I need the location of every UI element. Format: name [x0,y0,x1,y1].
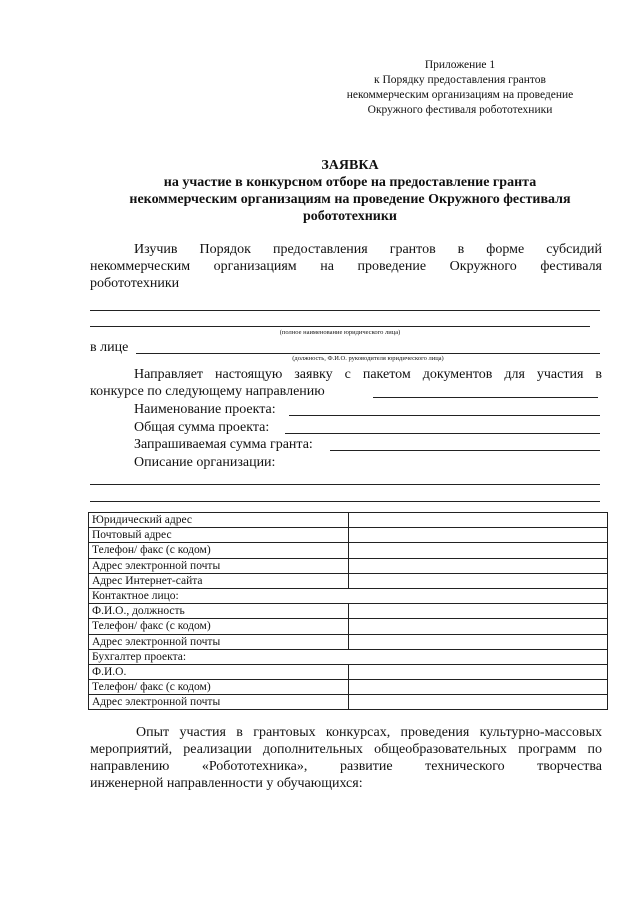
intro-line: робототехники [90,276,180,291]
appendix-line: Окружного фестиваля робототехники [367,104,553,116]
project-name-label: Наименование проекта: [134,402,276,417]
title-line: ЗАЯВКА [321,158,379,173]
table-row-label: Адрес электронной почты [89,634,349,649]
direction-line: Направляет настоящую заявку с пакетом документов для участия в [134,367,602,382]
org-description-label: Описание организации: [134,455,276,470]
experience-line: инженерной направленности у обучающихся: [90,776,363,791]
direction-paragraph [90,366,602,400]
table-row-value-cell[interactable] [349,543,608,558]
intro-line: некоммерческим организациям на проведение Окружного фестиваля [90,259,602,274]
table-row [89,604,608,619]
org-name-caption: (полное наименование юридического лица) [279,329,401,336]
experience-paragraph [90,724,602,792]
total-sum-label: Общая сумма проекта: [134,420,270,435]
experience-line: мероприятий, реализации дополнительных общеобразовательных программ по [90,742,602,757]
table-row-label: Почтовый адрес [89,528,349,543]
table-row-value-cell[interactable] [349,619,608,634]
table-row [89,558,608,573]
table-row [89,619,608,634]
table-row [89,528,608,543]
table-row-label: Контактное лицо: [89,588,608,603]
org-name-line-1[interactable] [90,310,600,311]
table-row [89,680,608,695]
table-row-value-cell[interactable] [349,558,608,573]
title-line: робототехники [302,209,397,224]
in-person-label: в лице [90,340,129,355]
table-row-label: Юридический адрес [89,513,349,528]
table-row-label: Телефон/ факс (с кодом) [89,619,349,634]
org-name-line-2[interactable] [90,326,590,327]
table-row-value-cell[interactable] [349,604,608,619]
org-description-line-1[interactable] [90,484,600,485]
in-person-field-line[interactable] [136,353,600,354]
table-row-value-cell[interactable] [349,695,608,710]
table-row-value-cell[interactable] [349,513,608,528]
table-row-value-cell[interactable] [349,664,608,679]
table-row-label: Телефон/ факс (с кодом) [89,543,349,558]
table-row-value-cell[interactable] [349,634,608,649]
table-row-label: Бухгалтер проекта: [89,649,608,664]
table-row-label: Адрес электронной почты [89,558,349,573]
direction-field-line[interactable] [373,397,598,398]
project-name-field-line[interactable] [289,415,600,416]
org-description-line-2[interactable] [90,501,600,502]
appendix-line: к Порядку предоставления грантов [374,74,546,86]
table-row [89,588,608,603]
position-caption: (должность, Ф.И.О. руководителя юридического лица) [292,355,444,362]
intro-paragraph [90,241,602,292]
appendix-line: некоммерческим организациям на проведение [346,89,574,101]
table-row [89,634,608,649]
table-row-value-cell[interactable] [349,573,608,588]
experience-line: направлению «Робототехника», развитие технического творчества [90,759,602,774]
table-row [89,695,608,710]
table-row-value-cell[interactable] [349,528,608,543]
grant-sum-field-line[interactable] [330,450,600,451]
table-row [89,513,608,528]
experience-line: Опыт участия в грантовых конкурсах, проведения культурно-массовых [136,725,602,740]
table-row [89,649,608,664]
direction-line: конкурсе по следующему направлению [90,384,325,399]
document-title [90,157,610,225]
title-line: на участие в конкурсном отборе на предоставление гранта [163,175,537,190]
table-row-label: Адрес электронной почты [89,695,349,710]
table-row [89,573,608,588]
appendix-header [320,58,600,118]
table-row-label: Телефон/ факс (с кодом) [89,680,349,695]
table-row-value-cell[interactable] [349,680,608,695]
table-row [89,543,608,558]
table-row-label: Адрес Интернет-сайта [89,573,349,588]
appendix-line: Приложение 1 [424,59,496,71]
table-row-label: Ф.И.О. [89,664,349,679]
table-row [89,664,608,679]
table-row-label: Ф.И.О., должность [89,604,349,619]
title-line: некоммерческим организациям на проведение Окружного фестиваля [129,192,571,207]
grant-sum-label: Запрашиваемая сумма гранта: [134,437,313,452]
intro-line: Изучив Порядок предоставления грантов в форме субсидий [134,242,602,257]
total-sum-field-line[interactable] [285,433,600,434]
contacts-table [88,512,608,710]
